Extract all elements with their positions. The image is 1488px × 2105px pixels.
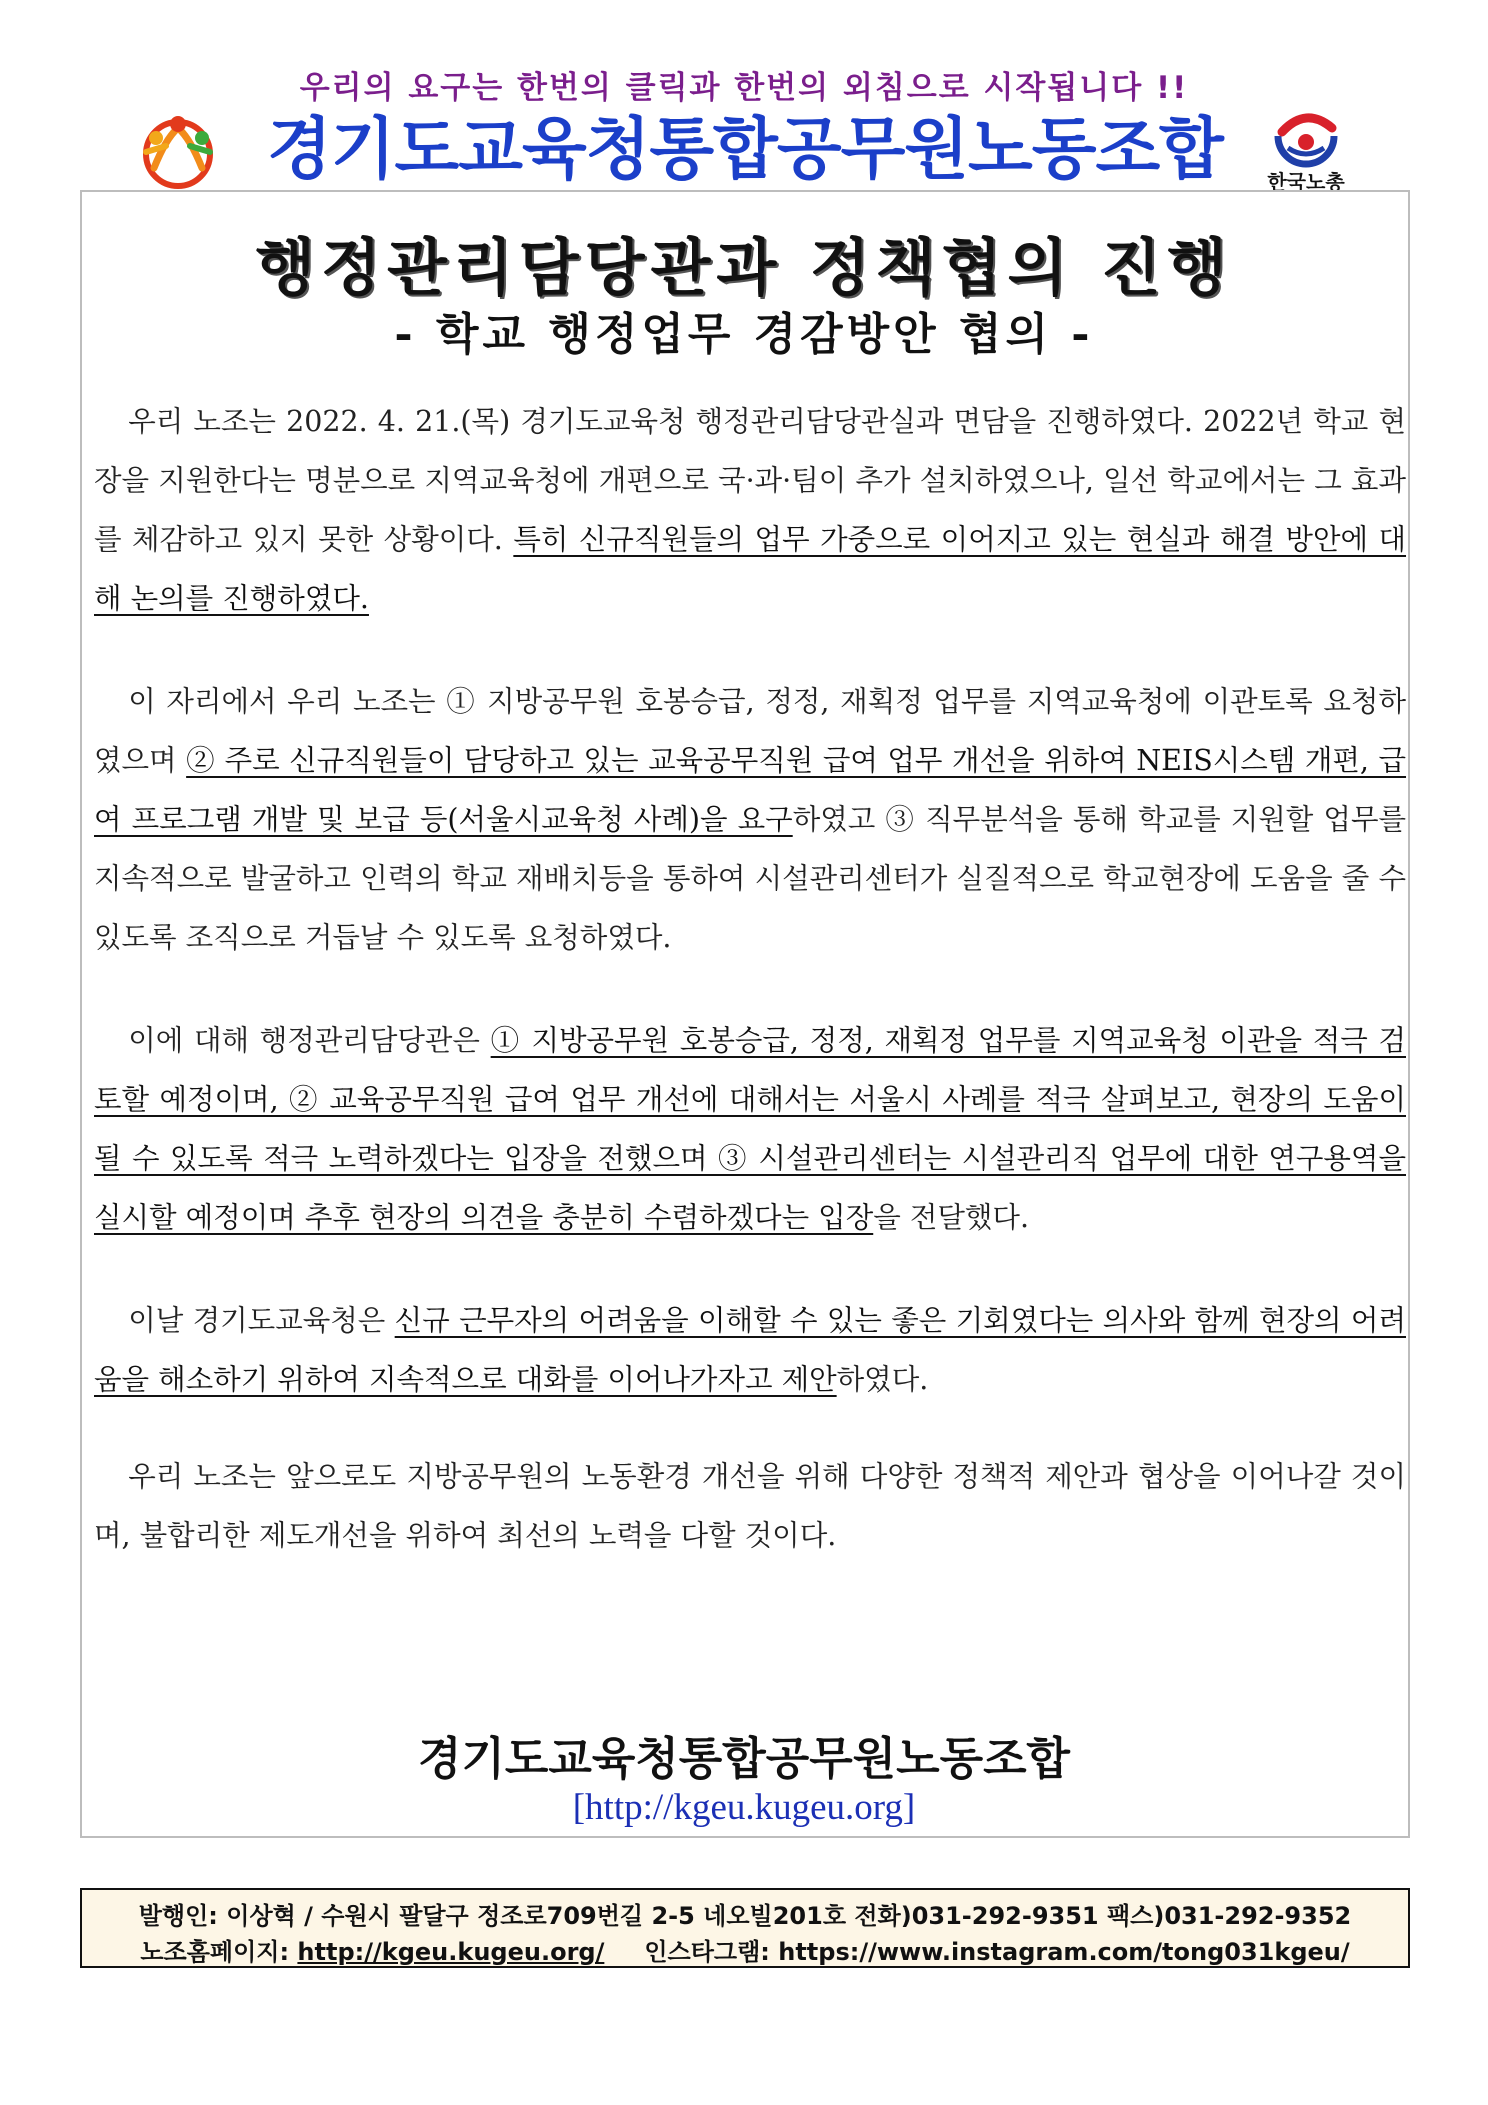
paragraph-3-text-a: 이에 대해 행정관리담당관은 bbox=[128, 1024, 491, 1057]
union-logo-icon bbox=[136, 108, 220, 190]
paragraph-2-highlight: ② 주로 신규직원들이 담당하고 있는 교육공무직원 급여 업무 개선을 위하여 NEIS시스템 개편, 급여 프로그램 개발 및 보급 등(서울시교육청 사례)을 요구 bbox=[94, 744, 1407, 836]
website-link[interactable]: [http://kgeu.kugeu.org] bbox=[572, 1787, 916, 1828]
instagram-label: 인스타그램: bbox=[644, 1938, 779, 1966]
article-title: 행정관리담당관과 정책협의 진행 bbox=[255, 231, 1233, 304]
paragraph-4 bbox=[94, 1291, 1406, 1409]
paragraph-2 bbox=[94, 672, 1406, 967]
publisher-links bbox=[82, 1932, 1408, 1967]
paragraph-3 bbox=[94, 1011, 1406, 1247]
fkftu-logo-icon bbox=[1258, 102, 1354, 168]
slogan: 우리의 요구는 한번의 클릭과 한번의 외침으로 시작됩니다 !! bbox=[299, 70, 1189, 106]
article-body bbox=[94, 392, 1406, 1565]
paragraph-5: 우리 노조는 앞으로도 지방공무원의 노동환경 개선을 위해 다양한 정책적 제안과 협상을 이어나갈 것이며, 불합리한 제도개선을 위하여 최선의 노력을 다할 것이다. bbox=[94, 1460, 1406, 1552]
paragraph-4-text-a: 이날 경기도교육청은 bbox=[128, 1304, 395, 1337]
union-title: 경기도교육청통합공무원노동조합 bbox=[267, 110, 1223, 188]
paragraph-4-text-c: 하였다. bbox=[836, 1363, 929, 1396]
homepage-label: 노조홈페이지: bbox=[140, 1938, 298, 1966]
article-subtitle: - 학교 행정업무 경감방안 협의 - bbox=[394, 309, 1094, 360]
paragraph-3-text-c: 을 전달했다. bbox=[873, 1201, 1030, 1234]
fkftu-logo bbox=[1258, 102, 1354, 192]
instagram-link[interactable]: https://www.instagram.com/tong031kgeu/ bbox=[778, 1938, 1350, 1966]
paragraph-2-text-a: 이 자리에서 우리 노조는 ① 지방공무원 호봉승급, 정정, 재획정 업무를 지역교육청에 이관토록 요청하였으며 bbox=[94, 685, 1406, 777]
paragraph-1-text: 우리 노조는 2022. 4. 21.(목) 경기도교육청 행정관리담당관실과 면담을 진행하였다. 2022년 학교 현장을 지원한다는 명분으로 지역교육청에 개편으로 국·과·팀이 추가 설치하였으나, 일선 학교에서는 그 효과를 체감하고 있지 못한 상황이다. bbox=[94, 405, 1406, 556]
paragraph-4-highlight: 신규 근무자의 어려움을 이해할 수 있는 좋은 기회였다는 의사와 함께 현장의 어려움을 해소하기 위하여 지속적으로 대화를 이어나가자고 제안 bbox=[94, 1304, 1406, 1396]
publisher-box bbox=[80, 1888, 1410, 1968]
paragraph-1 bbox=[94, 392, 1406, 628]
fkftu-logo-text: 한국노총 bbox=[1267, 170, 1345, 194]
publisher-info: 발행인: 이상혁 / 수원시 팔달구 정조로709번길 2-5 네오빌201호 전화)031-292-9351 팩스)031-292-9352 bbox=[138, 1902, 1352, 1930]
paragraph-2-text-c: 하였고 ③ 직무분석을 통해 학교를 지원할 업무를 지속적으로 발굴하고 인력의 학교 재배치등을 통하여 시설관리센터가 실질적으로 학교현장에 도움을 줄 수 있도록 조직으로 거듭날 수 있도록 요청하였다. bbox=[94, 803, 1407, 954]
signature: 경기도교육청통합공무원노동조합 bbox=[417, 1732, 1071, 1785]
paragraph-1-highlight: 특히 신규직원들의 업무 가중으로 이어지고 있는 현실과 해결 방안에 대해 논의를 진행하였다. bbox=[94, 523, 1407, 615]
homepage-link[interactable]: http://kgeu.kugeu.org/ bbox=[297, 1938, 605, 1966]
masthead bbox=[0, 108, 1488, 194]
paragraph-3-highlight: ① 지방공무원 호봉승급, 정정, 재획정 업무를 지역교육청 이관을 적극 검토할 예정이며, ② 교육공무직원 급여 업무 개선에 대해서는 서울시 사례를 적극 살펴보고, 현장의 도움이 될 수 있도록 적극 노력하겠다는 입장을 전했으며 ③ 시설관리센터는 시설관리직 업무에 대한 연구용역을 실시할 예정이며 추후 현장의 의견을 충분히 수렴하겠다는 입장 bbox=[94, 1024, 1406, 1234]
